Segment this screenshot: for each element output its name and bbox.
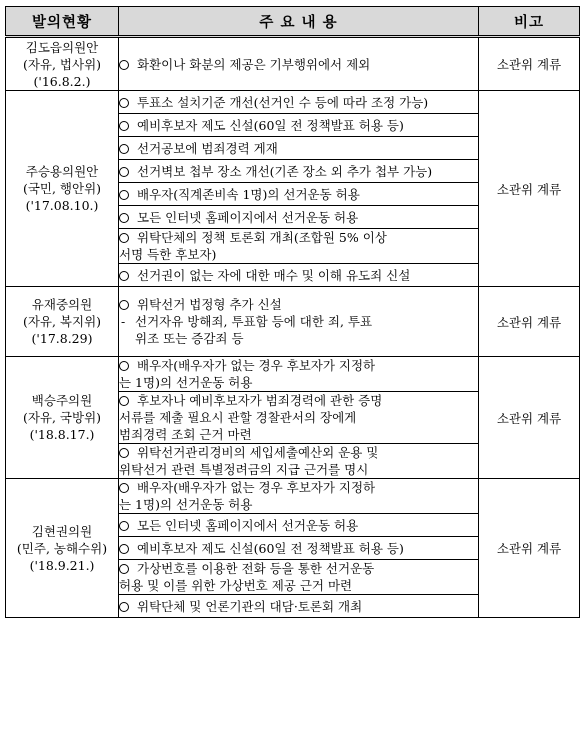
proposer-date: ('16.8.2.) (33, 73, 91, 89)
circle-bullet-icon (119, 167, 129, 177)
circle-bullet-icon (119, 483, 129, 493)
content-cell (119, 357, 479, 479)
proposer-cell (6, 357, 119, 479)
item-text: 투표소 설치기준 개선(선거인 수 등에 따라 조정 가능) (137, 94, 429, 110)
note-cell: 소관위 계류 (479, 479, 580, 618)
circle-bullet-icon (119, 271, 129, 281)
item-text-cont: 서명 득한 후보자) (119, 247, 217, 262)
proposer-name: 백승주의원 (31, 393, 93, 408)
note-cell: 소관위 계류 (479, 37, 580, 91)
list-item (119, 514, 478, 537)
header-content: 주 요 내 용 (119, 7, 479, 37)
item-text-cont: 허용 및 이를 위한 가상번호 제공 근거 마련 (119, 578, 353, 593)
circle-bullet-icon (119, 233, 129, 243)
list-item (119, 56, 478, 73)
list-item (119, 357, 478, 392)
circle-bullet-icon (119, 544, 129, 554)
item-text: 예비후보자 제도 신설(60일 전 정책발표 허용 등) (137, 117, 404, 133)
item-text: 배우자(배우자가 없는 경우 후보자가 지정하 (137, 358, 376, 373)
proposer-date: ('17.08.10.) (25, 198, 99, 213)
header-note: 비고 (479, 7, 580, 37)
item-text: 모든 인터넷 홈페이지에서 선거운동 허용 (137, 209, 359, 225)
list-item (119, 444, 478, 479)
circle-bullet-icon (119, 190, 129, 200)
proposer-cell (6, 37, 119, 91)
circle-bullet-icon (119, 564, 129, 574)
list-item (119, 160, 478, 183)
item-text: 선거권이 없는 자에 대한 매수 및 이해 유도죄 신설 (137, 267, 411, 283)
proposer-cell (6, 479, 119, 618)
item-text: 위탁단체의 정책 토론회 개최(조합원 5% 이상 (137, 230, 387, 245)
content-cell (119, 287, 479, 357)
list-item (119, 296, 478, 347)
circle-bullet-icon (119, 521, 129, 531)
item-text: 화환이나 화분의 제공은 기부행위에서 제외 (137, 56, 371, 72)
proposer-name: 유재중의원 (31, 297, 93, 312)
item-text-cont: 위탁선거 관련 특별정려금의 지급 근거를 명시 (119, 462, 369, 477)
list-item (119, 264, 478, 287)
dash-bullet-icon: - (121, 314, 126, 329)
circle-bullet-icon (119, 98, 129, 108)
content-cell (119, 37, 479, 91)
proposer-party: (자유, 법사위) (22, 56, 102, 72)
header-row (6, 7, 580, 37)
list-item (119, 137, 478, 160)
circle-bullet-icon (119, 144, 129, 154)
item-text: 모든 인터넷 홈페이지에서 선거운동 허용 (137, 517, 359, 533)
proposer-name: 김도읍의원안 (25, 39, 99, 55)
proposer-date: ('17.8.29) (31, 331, 93, 346)
item-text: 예비후보자 제도 신설(60일 전 정책발표 허용 등) (137, 540, 404, 556)
proposer-party: (자유, 복지위) (22, 314, 102, 329)
table-row (6, 37, 580, 91)
circle-bullet-icon (119, 396, 129, 406)
proposer-cell (6, 91, 119, 287)
list-item (119, 183, 478, 206)
item-text-cont: 서류를 제출 필요시 관할 경찰관서의 장에게 (119, 410, 357, 425)
list-item (119, 560, 478, 595)
item-text: 위탁선거 법정형 추가 신설 (137, 297, 282, 312)
content-cell (119, 91, 479, 287)
item-text: 선거벽보 첩부 장소 개선(기존 장소 외 추가 첩부 가능) (137, 163, 433, 179)
list-item (119, 114, 478, 137)
circle-bullet-icon (119, 602, 129, 612)
item-text: 배우자(직계존비속 1명)의 선거운동 허용 (137, 186, 360, 202)
circle-bullet-icon (119, 60, 129, 70)
list-item (119, 206, 478, 229)
proposer-party: (자유, 국방위) (22, 410, 102, 425)
item-text: 위탁선거관리경비의 세입세출예산외 운용 및 (137, 445, 379, 460)
table-row (6, 91, 580, 287)
proposer-cell (6, 287, 119, 357)
item-text: 위탁단체 및 언론기관의 대담·토론회 개최 (137, 598, 363, 614)
circle-bullet-icon (119, 300, 129, 310)
table-row (6, 287, 580, 357)
proposer-party: (국민, 행안위) (22, 181, 102, 196)
list-item (119, 479, 478, 514)
proposer-party: (민주, 농해수위) (16, 540, 108, 556)
circle-bullet-icon (119, 213, 129, 223)
proposer-date: ('18.9.21.) (29, 557, 95, 573)
bill-status-table (5, 6, 580, 618)
sub-item-text: 선거자유 방해죄, 투표함 등에 대한 죄, 투표 (135, 314, 373, 329)
table-row (6, 479, 580, 618)
item-text-cont: 는 1명)의 선거운동 허용 (119, 375, 253, 390)
item-text: 후보자나 예비후보자가 범죄경력에 관한 증명 (137, 393, 383, 408)
item-text-cont: 범죄경력 조회 근거 마련 (119, 427, 252, 442)
list-item (119, 392, 478, 444)
circle-bullet-icon (119, 448, 129, 458)
table-row (6, 357, 580, 479)
proposer-name: 김현권의원 (31, 523, 93, 539)
circle-bullet-icon (119, 121, 129, 131)
proposer-date: ('18.8.17.) (29, 427, 95, 442)
list-item (119, 229, 478, 264)
note-cell: 소관위 계류 (479, 357, 580, 479)
proposer-name: 주승용의원안 (25, 164, 99, 179)
item-text: 배우자(배우자가 없는 경우 후보자가 지정하 (137, 480, 376, 495)
item-text: 선거공보에 범죄경력 게재 (137, 140, 278, 156)
note-cell: 소관위 계류 (479, 287, 580, 357)
list-item (119, 91, 478, 114)
header-proposer: 발의현황 (6, 7, 119, 37)
content-cell (119, 479, 479, 618)
note-cell: 소관위 계류 (479, 91, 580, 287)
list-item (119, 595, 478, 618)
item-text: 가상번호를 이용한 전화 등을 통한 선거운동 (137, 561, 375, 576)
sub-item-text-cont: 위조 또는 증감죄 등 (135, 331, 244, 346)
circle-bullet-icon (119, 361, 129, 371)
list-item (119, 537, 478, 560)
item-text-cont: 는 1명)의 선거운동 허용 (119, 497, 253, 512)
